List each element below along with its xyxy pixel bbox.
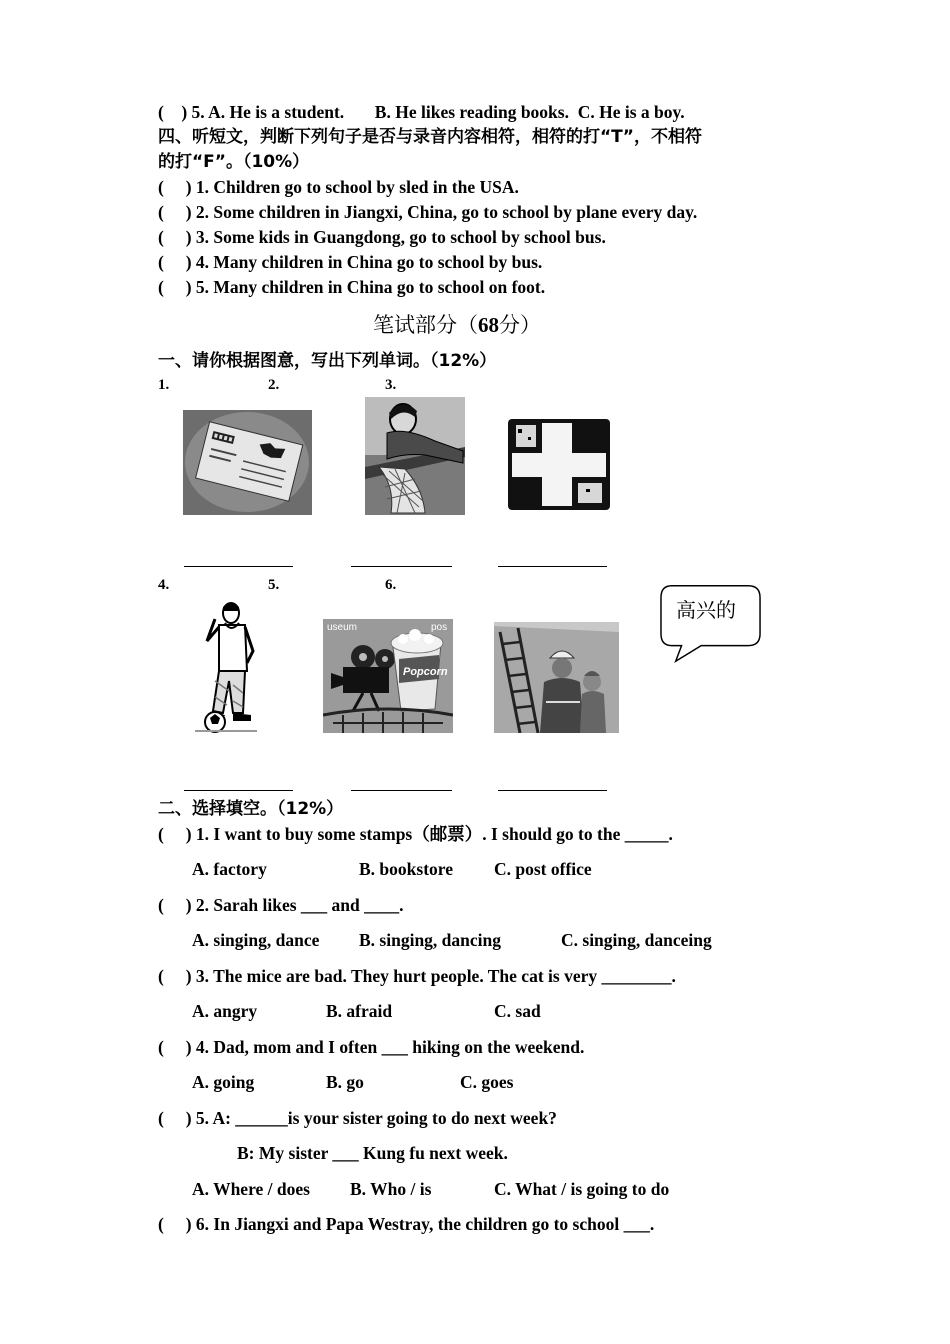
answer-blank-6[interactable] [498, 790, 607, 791]
choice-question-2: ( ) 2. Sarah likes ___ and ____. [158, 895, 404, 915]
pic-num-6: 6. [385, 577, 397, 593]
popcorn-label: Popcorn [403, 666, 448, 678]
section4-heading-line2: 的打“F”。（10%） [158, 152, 310, 172]
choice-question-3: ( ) 3. The mice are bad. They hurt people. The cat is very ________. [158, 966, 676, 986]
choice-question-5: ( ) 5. A: ______is your sister going to do next week? [158, 1108, 557, 1128]
fisherman-picture [365, 397, 465, 515]
firefighter-picture [494, 622, 619, 733]
title-num: 68 [478, 313, 499, 337]
pic-num-1: 1. [158, 377, 170, 393]
tf-question-1: ( ) 1. Children go to school by sled in the USA. [158, 177, 519, 197]
tf-question-2: ( ) 2. Some children in Jiangxi, China, go to school by plane every day. [158, 202, 698, 222]
answer-blank-3[interactable] [498, 566, 607, 567]
q4-option-b[interactable]: B. go [326, 1072, 364, 1092]
bubble-text: 高兴的 [676, 598, 736, 622]
q3-option-c[interactable]: C. sad [494, 1001, 541, 1021]
q2-option-c[interactable]: C. singing, danceing [561, 930, 712, 950]
tf-question-3: ( ) 3. Some kids in Guangdong, go to school by school bus. [158, 227, 606, 247]
pic-num-5: 5. [268, 577, 280, 593]
section4-heading-line1: 四、听短文，判断下列句子是否与录音内容相符，相符的打“T”，不相符 [158, 127, 702, 147]
q3-option-b[interactable]: B. afraid [326, 1001, 393, 1021]
answer-blank-1[interactable] [184, 566, 293, 567]
q1-text: ( ) 1. I want to buy some stamps（邮票）. I should go to the _____. [158, 824, 673, 844]
choice-question-4: ( ) 4. Dad, mom and I often ___ hiking on the weekend. [158, 1037, 585, 1057]
choice-question-6: ( ) 6. In Jiangxi and Papa Westray, the children go to school ___. [158, 1214, 655, 1234]
q5-option-b[interactable]: B. Who / is [350, 1179, 432, 1199]
q1-option-a[interactable]: A. factory [192, 859, 267, 879]
choice-question-1 [158, 823, 673, 845]
answer-blank-5[interactable] [351, 790, 452, 791]
written-section-title [373, 309, 541, 339]
answer-blank-2[interactable] [351, 566, 452, 567]
q5-option-c[interactable]: C. What / is going to do [494, 1179, 670, 1199]
hospital-cross-picture [506, 417, 612, 512]
q3-option-a[interactable]: A. angry [192, 1001, 258, 1021]
q4-option-a[interactable]: A. going [192, 1072, 255, 1092]
postcard-picture [183, 410, 312, 515]
q5-option-a[interactable]: A. Where / does [192, 1179, 310, 1199]
cinema-popcorn-picture [323, 619, 453, 733]
pic-num-4: 4. [158, 577, 170, 593]
q5-dialogue-b: B: My sister ___ Kung fu next week. [237, 1143, 508, 1163]
q1-option-c[interactable]: C. post office [494, 859, 592, 879]
section1-heading: 一、请你根据图意，写出下列单词。（12%） [158, 351, 497, 371]
section2-heading: 二、选择填空。（12%） [158, 799, 344, 819]
title-cn: 笔试部分（ [373, 313, 478, 337]
museum-sign-text: useum [327, 622, 358, 633]
q2-option-a[interactable]: A. singing, dance [192, 930, 320, 950]
pic-num-2: 2. [268, 377, 280, 393]
pos-sign-text: pos [431, 622, 448, 633]
listening-q5: ( ) 5. A. He is a student. B. He likes reading books. C. He is a boy. [158, 102, 685, 122]
q4-option-c[interactable]: C. goes [460, 1072, 514, 1092]
title-end: 分） [499, 313, 541, 337]
tf-question-5: ( ) 5. Many children in China go to school on foot. [158, 277, 546, 297]
q1-option-b[interactable]: B. bookstore [359, 859, 453, 879]
answer-blank-4[interactable] [184, 790, 293, 791]
tf-question-4: ( ) 4. Many children in China go to school by bus. [158, 252, 543, 272]
soccer-player-picture [185, 601, 265, 734]
q2-option-b[interactable]: B. singing, dancing [359, 930, 501, 950]
pic-num-3: 3. [385, 377, 397, 393]
